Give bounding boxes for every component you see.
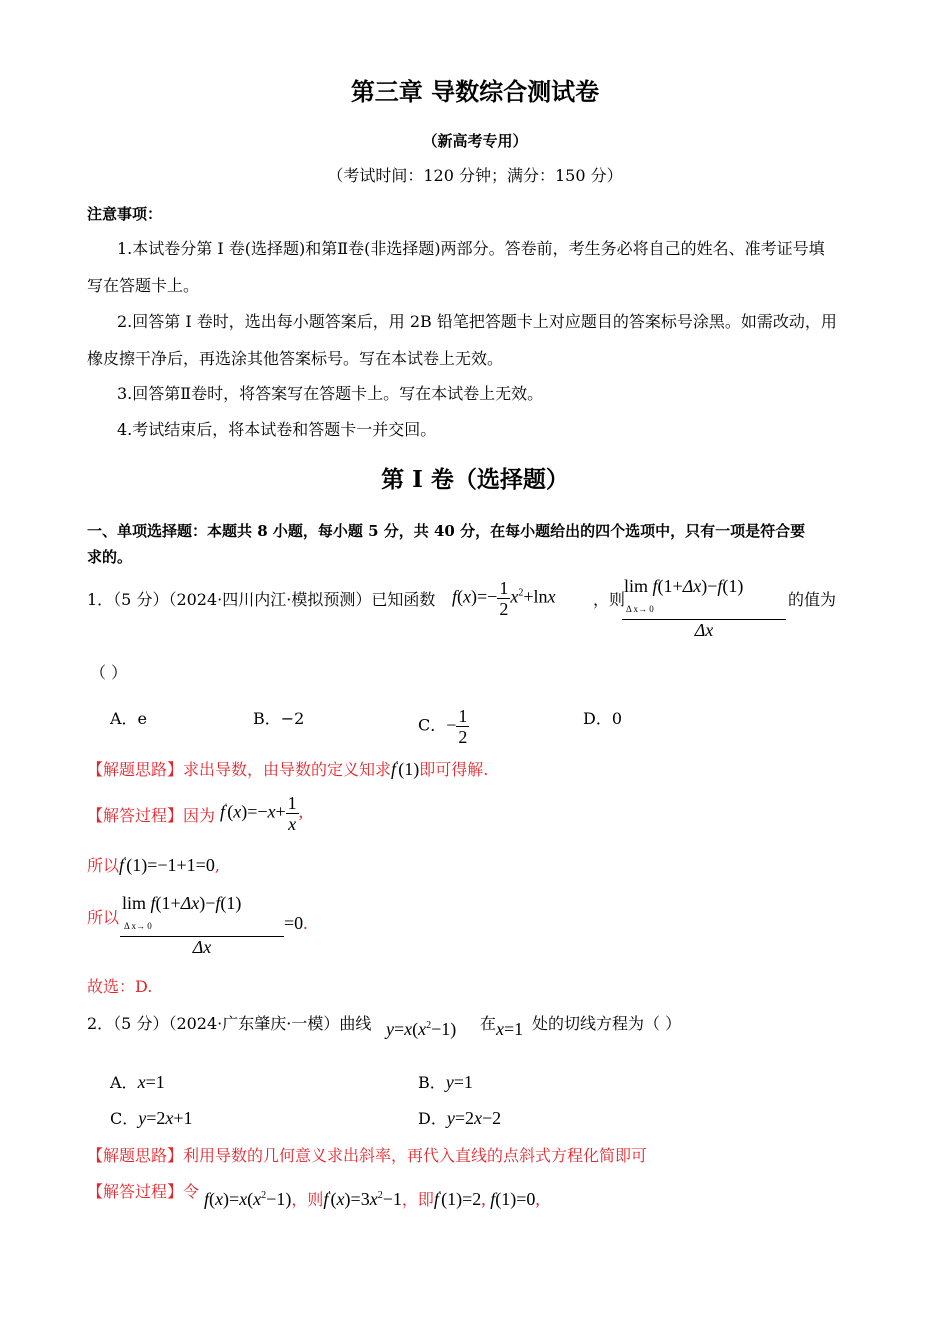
part-title: 第 I 卷（选择题） bbox=[381, 466, 569, 493]
notice-line: 1.本试卷分第 I 卷(选择题)和第Ⅱ卷(非选择题)两部分。答卷前，考生务必将自己的姓名、准考证号填 bbox=[117, 239, 825, 258]
q2-option-c[interactable]: C．y=2x+1 bbox=[110, 1108, 193, 1128]
notice-line: 写在答题卡上。 bbox=[87, 276, 200, 295]
q1-option-d[interactable]: D．0 bbox=[583, 709, 623, 728]
q2-option-d[interactable]: D．y=2x−2 bbox=[418, 1108, 502, 1128]
notice-line: 4.考试结束后，将本试卷和答题卡一并交回。 bbox=[117, 420, 437, 439]
q1-tail: 的值为 bbox=[788, 590, 837, 609]
notice-line: 2.回答第 I 卷时，选出每小题答案后，用 2B 铅笔把答题卡上对应题目的答案标号涂黑。如需改动，用 bbox=[117, 312, 837, 331]
q1-step-2: 所以 bbox=[87, 908, 120, 927]
exam-time: （考试时间：120 分钟；满分：150 分） bbox=[327, 166, 623, 185]
notice-heading: 注意事项： bbox=[87, 205, 163, 223]
q1-option-b[interactable]: B．−2 bbox=[253, 709, 305, 728]
q2-mid: 在 bbox=[480, 1014, 497, 1033]
notice-line: 橡皮擦干净后，再选涂其他答案标号。写在本试卷上无效。 bbox=[87, 349, 504, 368]
q2-process-formulas: $f(x)=x(x^2-1)$，则$f'(x)=3x^2-1$，即f′(1)=2, f(1)=0, bbox=[204, 1189, 540, 1209]
q1-limit-result: lim f(1+Δx)−f(1) Δ x→ 0 Δx =0. bbox=[122, 893, 308, 957]
q2-option-b[interactable]: B．y=1 bbox=[418, 1072, 473, 1092]
q1-stem: 1．（5 分）（2024·四川内江·模拟预测）已知函数 bbox=[87, 590, 436, 609]
q1-solution-idea: 【解题思路】求出导数，由导数的定义知求f′(1)即可得解. bbox=[87, 759, 489, 779]
q1-derivative-formula: f′(x)=−x+ $\frac{1}{x}$ , bbox=[220, 793, 304, 834]
section-heading: 一、单项选择题：本题共 8 小题，每小题 5 分，共 40 分，在每小题给出的四个选项中，只有一项是符合要 bbox=[87, 522, 806, 540]
q2-tail: 处的切线方程为（ ） bbox=[532, 1014, 682, 1033]
q2-solution-idea: 【解题思路】利用导数的几何意义求出斜率，再代入直线的点斜式方程化简即可 bbox=[87, 1146, 648, 1165]
q1-solution-process: 【解答过程】因为 bbox=[87, 806, 216, 825]
q1-limit-formula: lim f(1+Δx)−f(1) Δ x→ 0 Δx bbox=[622, 576, 786, 640]
q1-option-a[interactable]: A．e bbox=[110, 709, 148, 728]
page-title: 第三章 导数综合测试卷 bbox=[350, 77, 600, 106]
q1-mid: ，则 bbox=[593, 590, 626, 609]
subtitle: （新高考专用） bbox=[422, 132, 528, 150]
section-heading-cont: 求的。 bbox=[87, 548, 133, 566]
q1-function-formula: f(x)=− $\frac{1}{2}$ $x^2+\ln x$ bbox=[452, 578, 556, 619]
q2-solution-process: 【解答过程】令 bbox=[87, 1182, 200, 1201]
q1-paren: （ ） bbox=[90, 663, 128, 682]
q2-option-a[interactable]: A．x=1 bbox=[110, 1072, 165, 1092]
q2-point-formula: x=1 bbox=[496, 1019, 524, 1039]
notice-line: 3.回答第Ⅱ卷时，将答案写在答题卡上。写在本试卷上无效。 bbox=[117, 384, 544, 403]
q2-curve-formula: $y=x(x^2-1)$ bbox=[386, 1019, 457, 1039]
q1-step-1: 所以f′(1)=−1+1=0, bbox=[87, 855, 220, 875]
q1-answer: 故选：D. bbox=[87, 977, 153, 996]
q1-option-c[interactable]: C．− $\frac{1}{2}$ bbox=[418, 706, 468, 747]
q2-stem: 2．（5 分）（2024·广东肇庆·一模）曲线 bbox=[87, 1014, 372, 1033]
